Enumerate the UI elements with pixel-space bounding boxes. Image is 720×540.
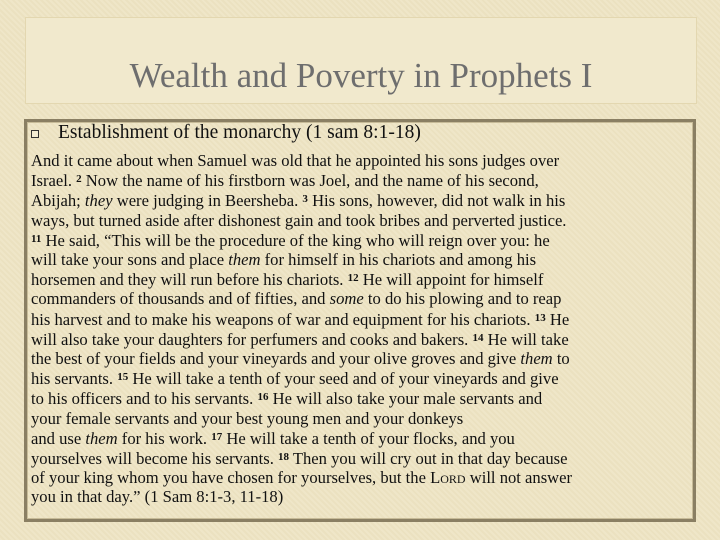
italic-word: them xyxy=(520,349,553,369)
passage-text: He will take a tenth of your seed and of your vineyards and give xyxy=(128,369,559,389)
passage-line xyxy=(31,448,688,468)
square-bullet-icon xyxy=(31,130,39,138)
passage-text: to xyxy=(552,349,570,369)
verse-number: 18 xyxy=(278,451,290,464)
slide-title: Wealth and Poverty in Prophets I xyxy=(129,56,593,95)
passage-line xyxy=(31,170,688,190)
passage-line xyxy=(31,329,688,349)
verse-number: 13 xyxy=(534,311,546,324)
passage-text: his servants. xyxy=(31,369,118,389)
passage-text: horsemen and they will run before his chariots. xyxy=(31,270,348,290)
passage-text: yourselves will become his servants. xyxy=(31,449,279,469)
passage-text: will take your sons and place xyxy=(31,250,229,270)
verse-number: 11 xyxy=(31,232,42,245)
verse-number: 16 xyxy=(257,391,269,404)
passage-text: will not answer xyxy=(465,468,573,488)
passage-text: He will also take your male servants and xyxy=(268,389,543,409)
passage-text: to his officers and to his servants. xyxy=(31,389,258,409)
small-caps-word: Lord xyxy=(430,468,466,488)
italic-word: them xyxy=(228,250,261,270)
italic-word: some xyxy=(329,289,364,309)
passage-text: He will appoint for himself xyxy=(358,270,544,290)
passage-text: were judging in Beersheba. xyxy=(112,191,303,211)
passage-line xyxy=(31,388,688,408)
passage-text: His sons, however, did not walk in his xyxy=(307,191,566,211)
scripture-passage xyxy=(31,151,688,507)
passage-text: to do his plowing and to reap xyxy=(363,289,562,309)
passage-line xyxy=(31,289,688,308)
passage-text: Now the name of his firstborn was Joel, and the name of his second, xyxy=(81,171,539,191)
bullet-text: Establishment of the monarchy (1 sam 8:1-18) xyxy=(58,122,421,143)
passage-text: the best of your fields and your vineyards and your olive groves and give xyxy=(31,349,521,369)
passage-text: his harvest and to make his weapons of war and equipment for his chariots. xyxy=(31,309,535,329)
verse-number: 17 xyxy=(211,430,223,443)
passage-line xyxy=(31,349,688,368)
passage-text: will also take your daughters for perfumers and cooks and bakers. xyxy=(31,329,473,349)
passage-line xyxy=(31,250,688,269)
passage-text: He will take a tenth of your flocks, and you xyxy=(222,428,515,448)
verse-number: 15 xyxy=(117,371,129,384)
passage-line xyxy=(31,269,688,289)
passage-text: of your king whom you have chosen for yourselves, but the xyxy=(31,468,431,488)
passage-line xyxy=(31,368,688,388)
passage-line xyxy=(31,151,688,170)
passage-line xyxy=(31,409,688,428)
verse-number: 14 xyxy=(472,331,484,344)
passage-text: Abijah; xyxy=(31,191,85,211)
passage-text: Then you will cry out in that day because xyxy=(289,449,568,469)
passage-line xyxy=(31,487,688,506)
italic-word: them xyxy=(85,428,118,448)
passage-line xyxy=(31,230,688,250)
passage-text: He said, “This will be the procedure of the king who will reign over you: he xyxy=(41,230,550,250)
passage-line xyxy=(31,309,688,329)
passage-text: commanders of thousands and of fifties, and xyxy=(31,289,330,309)
passage-text: and use xyxy=(31,428,86,448)
verse-number: 12 xyxy=(347,272,359,285)
title-panel xyxy=(25,17,697,104)
passage-text: Israel. xyxy=(31,171,77,191)
passage-text: for his work. xyxy=(117,428,212,448)
passage-text: ways, but turned aside after dishonest gain and took bribes and perverted justice. xyxy=(31,210,567,230)
passage-text: And it came about when Samuel was old that he appointed his sons judges over xyxy=(31,151,560,170)
passage-line xyxy=(31,211,688,230)
passage-line xyxy=(31,190,688,210)
verse-number: 2 xyxy=(76,173,82,186)
passage-line xyxy=(31,428,688,448)
verse-number: 3 xyxy=(302,193,308,206)
passage-text: He xyxy=(545,309,570,329)
passage-text: He will take xyxy=(483,329,569,349)
italic-word: they xyxy=(84,191,113,211)
passage-text: for himself in his chariots and among his xyxy=(260,250,537,270)
passage-text: you in that day.” (1 Sam 8:1-3, 11-18) xyxy=(31,487,284,507)
passage-text: your female servants and your best young men and your donkeys xyxy=(31,408,464,428)
passage-line xyxy=(31,468,688,487)
